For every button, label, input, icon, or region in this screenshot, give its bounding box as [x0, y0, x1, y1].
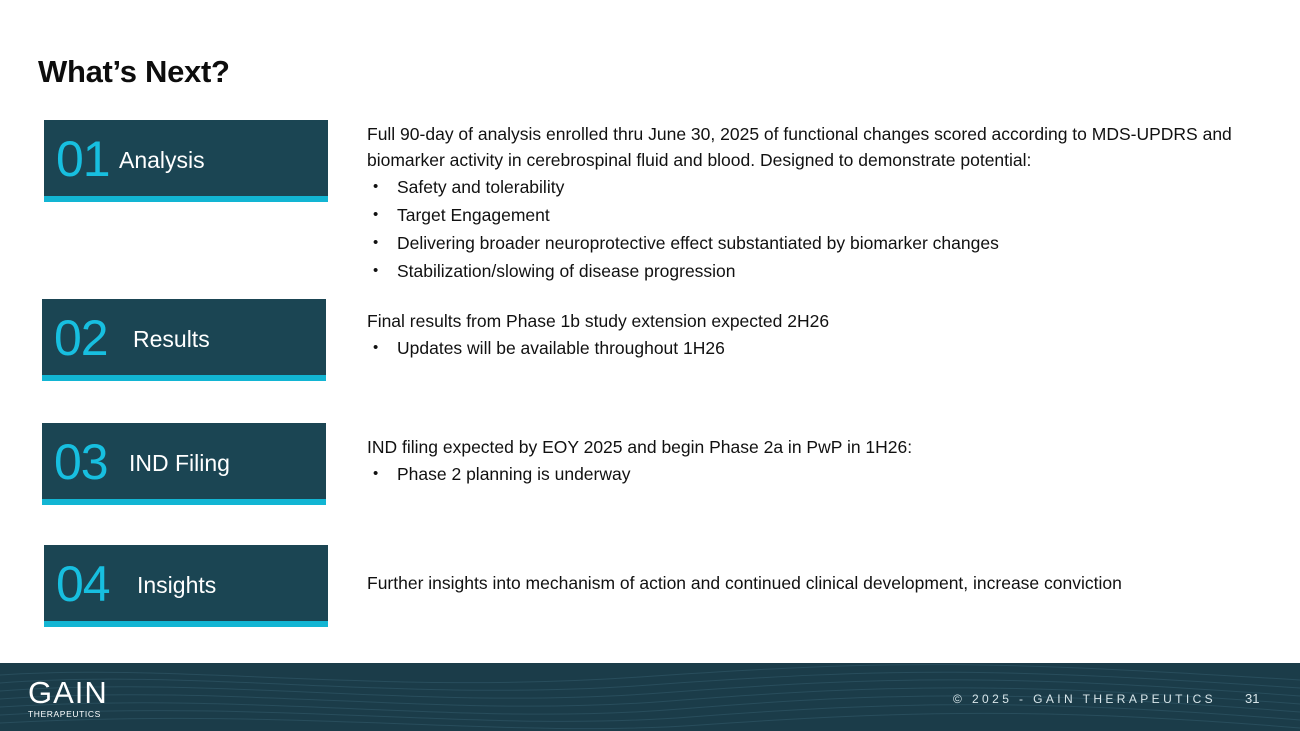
- bullet-item: • Stabilization/slowing of disease progression: [367, 257, 1247, 285]
- step-label: IND Filing: [129, 450, 230, 476]
- step-box-ind-filing: [42, 423, 326, 505]
- step-number: 04: [56, 556, 110, 612]
- bullet-list: [367, 460, 1247, 488]
- step-box-insights: [44, 545, 328, 627]
- step-description: Final results from Phase 1b study extension expected 2H26: [367, 311, 830, 331]
- step-text-ind-filing: [367, 434, 1247, 488]
- step-description: Further insights into mechanism of action and continued clinical development, increase conviction: [367, 573, 1122, 593]
- step-label: Results: [133, 326, 210, 352]
- bullet-item: • Target Engagement: [367, 201, 1247, 229]
- bullet-list: [367, 173, 1247, 285]
- logo-subtitle: THERAPEUTICS: [28, 709, 101, 719]
- bullet-item: • Phase 2 planning is underway: [367, 460, 1247, 488]
- step-number: 02: [54, 310, 108, 366]
- step-text-insights: [367, 570, 1247, 596]
- step-number: 03: [54, 434, 108, 490]
- step-box-analysis: [44, 120, 328, 202]
- copyright-text: © 2025 - GAIN THERAPEUTICS: [953, 692, 1217, 706]
- step-number: 01: [56, 131, 110, 187]
- bullet-list: [367, 334, 1247, 362]
- step-text-results: [367, 308, 1247, 362]
- footer-bar: [0, 663, 1300, 731]
- slide-title: What’s Next?: [38, 54, 230, 89]
- gain-logo: [28, 677, 108, 719]
- step-text-analysis: [367, 121, 1247, 285]
- step-description: IND filing expected by EOY 2025 and begin Phase 2a in PwP in 1H26:: [367, 437, 913, 457]
- page-number: 31: [1245, 691, 1260, 706]
- logo-wordmark: GAIN: [28, 675, 108, 710]
- bullet-item: • Safety and tolerability: [367, 173, 1247, 201]
- step-label: Analysis: [119, 147, 205, 173]
- bullet-item: • Updates will be available throughout 1H26: [367, 334, 1247, 362]
- step-box-results: [42, 299, 326, 381]
- bullet-item: • Delivering broader neuroprotective effect substantiated by biomarker changes: [367, 229, 1247, 257]
- step-label: Insights: [137, 572, 217, 598]
- step-description: Full 90-day of analysis enrolled thru June 30, 2025 of functional changes scored according to MDS-UPDRS and biomarker activity in cerebrospinal fluid and blood. Designed to demonstrate potential:: [367, 124, 1232, 170]
